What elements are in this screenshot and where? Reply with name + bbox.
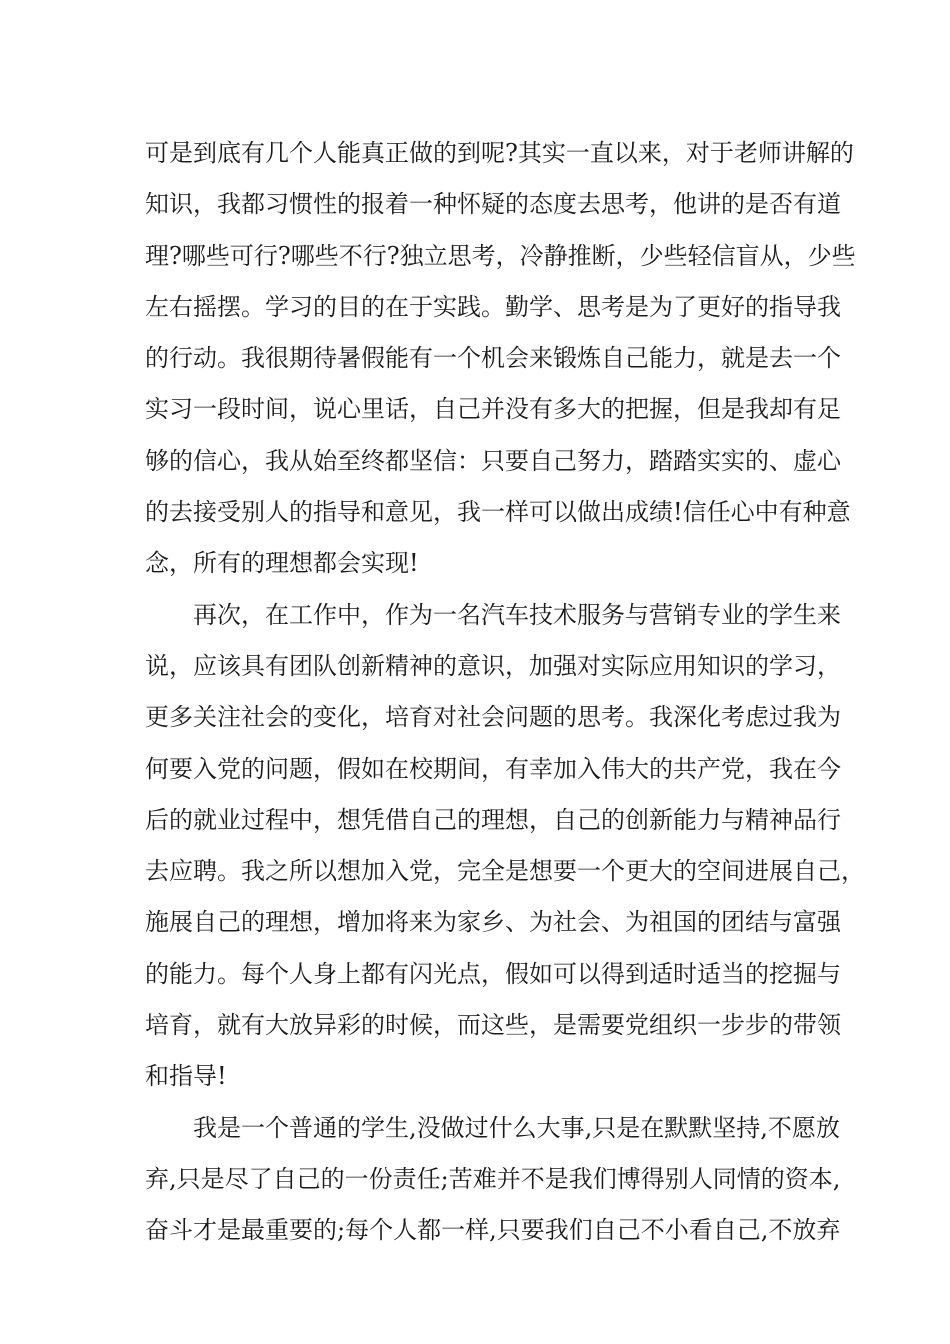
paragraph-2-line-7: 施展自己的理想，增加将来为家乡、为社会、为祖国的团结与富强	[145, 908, 841, 937]
paragraph-3-line-2: 弃,只是尽了自己的一份责任;苦难并不是我们博得别人同情的资本,	[145, 1164, 841, 1193]
paragraph-2-line-5: 后的就业过程中，想凭借自己的理想，自己的创新能力与精神品行	[145, 805, 841, 834]
paragraph-1-line-2: 知识，我都习惯性的报着一种怀疑的态度去思考，他讲的是否有道	[145, 190, 841, 219]
paragraph-1-line-6: 实习一段时间，说心里话，自己并没有多大的把握，但是我却有足	[145, 395, 841, 424]
paragraph-1-line-4: 左右摇摆。学习的目的在于实践。勤学、思考是为了更好的指导我	[145, 292, 841, 321]
paragraph-2-line-4: 何要入党的问题，假如在校期间，有幸加入伟大的共产党，我在今	[145, 754, 841, 783]
paragraph-2-line-9: 培育，就有大放异彩的时候，而这些，是需要党组织一步步的带领	[145, 1011, 841, 1040]
paragraph-2-line-2: 说，应该具有团队创新精神的意识，加强对实际应用知识的学习，	[145, 651, 841, 680]
paragraph-2-line-3: 更多关注社会的变化，培育对社会问题的思考。我深化考虑过我为	[145, 703, 841, 732]
paragraph-2-line-1: 再次，在工作中，作为一名汽车技术服务与营销专业的学生来	[193, 600, 841, 629]
paragraph-1-line-8: 的去接受别人的指导和意见，我一样可以做出成绩!信任心中有种意	[145, 498, 851, 527]
paragraph-3-line-1: 我是一个普通的学生,没做过什么大事,只是在默默坚持,不愿放	[193, 1113, 840, 1142]
paragraph-1-line-1: 可是到底有几个人能真正做的到呢?其实一直以来，对于老师讲解的	[145, 139, 854, 167]
paragraph-3-line-3: 奋斗才是最重要的;每个人都一样,只要我们自己不小看自己,不放弃	[145, 1216, 841, 1245]
paragraph-1-line-7: 够的信心，我从始至终都坚信：只要自己努力，踏踏实实的、虚心	[145, 446, 841, 475]
paragraph-1-line-5: 的行动。我很期待暑假能有一个机会来锻炼自己能力，就是去一个	[145, 344, 841, 373]
document-body	[145, 128, 865, 1257]
paragraph-2-line-10: 和指导!	[145, 1062, 227, 1091]
paragraph-1-line-9: 念，所有的理想都会实现!	[145, 549, 419, 578]
paragraph-1-line-3: 理?哪些可行?哪些不行?独立思考，冷静推断，少些轻信盲从，少些	[145, 241, 856, 270]
paragraph-2-line-8: 的能力。每个人身上都有闪光点，假如可以得到适时适当的挖掘与	[145, 959, 841, 988]
paragraph-2-line-6: 去应聘。我之所以想加入党，完全是想要一个更大的空间进展自己，	[145, 857, 865, 886]
